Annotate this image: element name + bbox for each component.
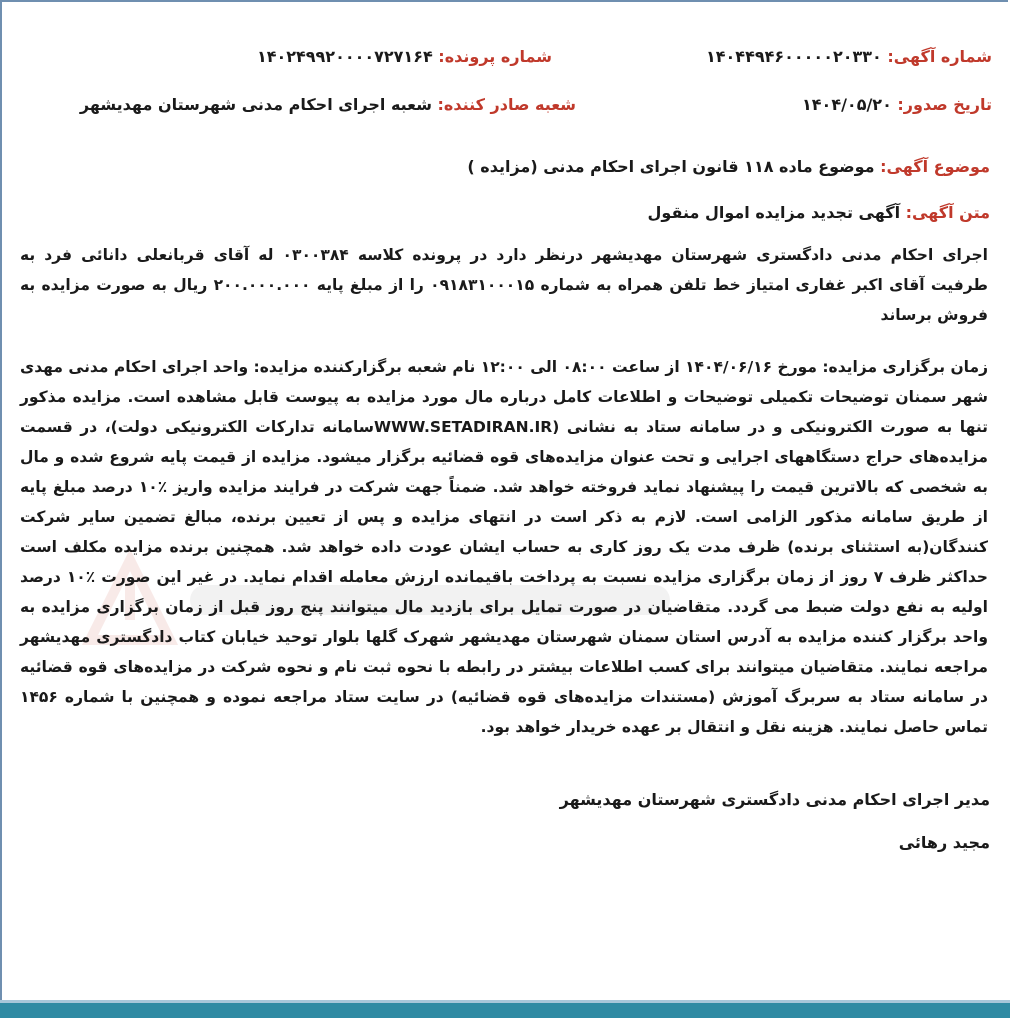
notice-text-label: متن آگهی: [905, 203, 990, 222]
subject-value: موضوع ماده ۱۱۸ قانون اجرای احکام مدنی (مزایده ) [467, 157, 875, 176]
subject-field [467, 157, 990, 177]
body-paragraph-2: زمان برگزاری مزایده: مورخ ۱۴۰۴/۰۶/۱۶ از ساعت ۰۸:۰۰ الی ۱۲:۰۰ نام شعبه برگزارکننده مزایده: واحد اجرای احکام مدنی مهدی شهر سمنان توضیحات تکمیلی توضیحات و اطلاعات کامل درباره مال مورد مزایده به پیوست قابل مشاهده است. مزایده مذکور تنها به صورت الکترونیکی و در سامانه ستاد به نشانی (WWW.SETADIRAN.IRسامانه تدارکات الکترونیکی دولت)، در قسمت مزایده‌های حراج دستگاههای اجرایی و تحت عنوان مزایده‌های قوه قضائیه برگزار میشود. مزایده از قیمت پایه شروع شده و مال به شخصی که بالاترین قیمت را پیشنهاد نماید فروخته خواهد شد. ضمناً جهت شرکت در فرایند مزایده واریز ٪۱۰ درصد مبلغ پایه از طریق سامانه مذکور الزامی است. لازم به ذکر است در انتهای مزایده و پس از تعیین برنده، مبالغ تضمین سایر شرکت کنندگان(به استثنای برنده) ظرف مدت یک روز کاری به حساب ایشان عودت داده خواهد شد. همچنین برنده مزایده مکلف است حداکثر ظرف ۷ روز از زمان برگزاری مزایده نسبت به پرداخت باقیمانده ارزش معامله اقدام نماید. در غیر این صورت ٪۱۰ درصد اولیه به نفع دولت ضبط می گردد. متقاضیان در صورت تمایل برای بازدید مال میتوانند پنج روز قبل از زمان برگزاری مزایده به واحد برگزار کننده مزایده به آدرس استان سمنان شهرستان مهدیشهر شهرک گلها بلوار توحید خیابان کتاب دادگستری مهدیشهر مراجعه نمایند. متقاضیان میتوانند برای کسب اطلاعات بیشتر در رابطه با نحوه ثبت نام و نحوه شرکت در مزایده‌های قوه قضائیه در سامانه ستاد به سربرگ آموزش (مستندات مزایده‌های قوه قضائیه) در سایت ستاد مراجعه نموده و همچنین با شماره ۱۴۵۶ تماس حاصل نمایند. هزینه نقل و انتقال بر عهده خریدار خواهد بود. [20, 358, 989, 736]
body-paragraph-1: اجرای احکام مدنی دادگستری شهرستان مهدیشهر درنظر دارد در پرونده کلاسه ۰۳۰۰۳۸۴ له آقای قربانعلی دانائی فرد به طرفیت آقای اکبر غفاری امتیاز خط تلفن همراه به شماره ۰۹۱۸۳۱۰۰۰۱۵ را از مبلغ پایه ۲۰۰.۰۰۰.۰۰۰ ریال به صورت مزایده به فروش برساند [20, 246, 989, 324]
subject-label: موضوع آگهی: [880, 157, 990, 176]
case-number-label: شماره پرونده: [438, 47, 552, 66]
notice-text-field [648, 203, 990, 223]
status-bar [0, 1003, 1010, 1018]
issue-date-field [802, 95, 992, 115]
case-number-field [257, 47, 552, 67]
issue-date-label: تاریخ صدور: [897, 95, 992, 114]
issuer-field [80, 95, 576, 115]
signature-name: مجید رهائی [898, 833, 990, 852]
notice-number-label: شماره آگهی: [887, 47, 992, 66]
issuer-value: شعبه اجرای احکام مدنی شهرستان مهدیشهر [79, 95, 432, 114]
notice-body [20, 240, 988, 330]
notice-text-value: آگهی تجدید مزایده اموال منقول [647, 203, 901, 222]
issuer-label: شعبه صادر کننده: [437, 95, 576, 114]
notice-number-field [706, 47, 992, 67]
notice-body-details [20, 352, 988, 742]
case-number-value: ۱۴۰۲۴۹۹۲۰۰۰۰۷۲۷۱۶۴ [256, 47, 433, 66]
notice-number-value: ۱۴۰۴۴۹۴۶۰۰۰۰۰۲۰۳۳۰ [706, 47, 882, 66]
signature-title: مدیر اجرای احکام مدنی دادگستری شهرستان مهدیشهر [559, 790, 990, 809]
issue-date-value: ۱۴۰۴/۰۵/۲۰ [802, 95, 892, 114]
